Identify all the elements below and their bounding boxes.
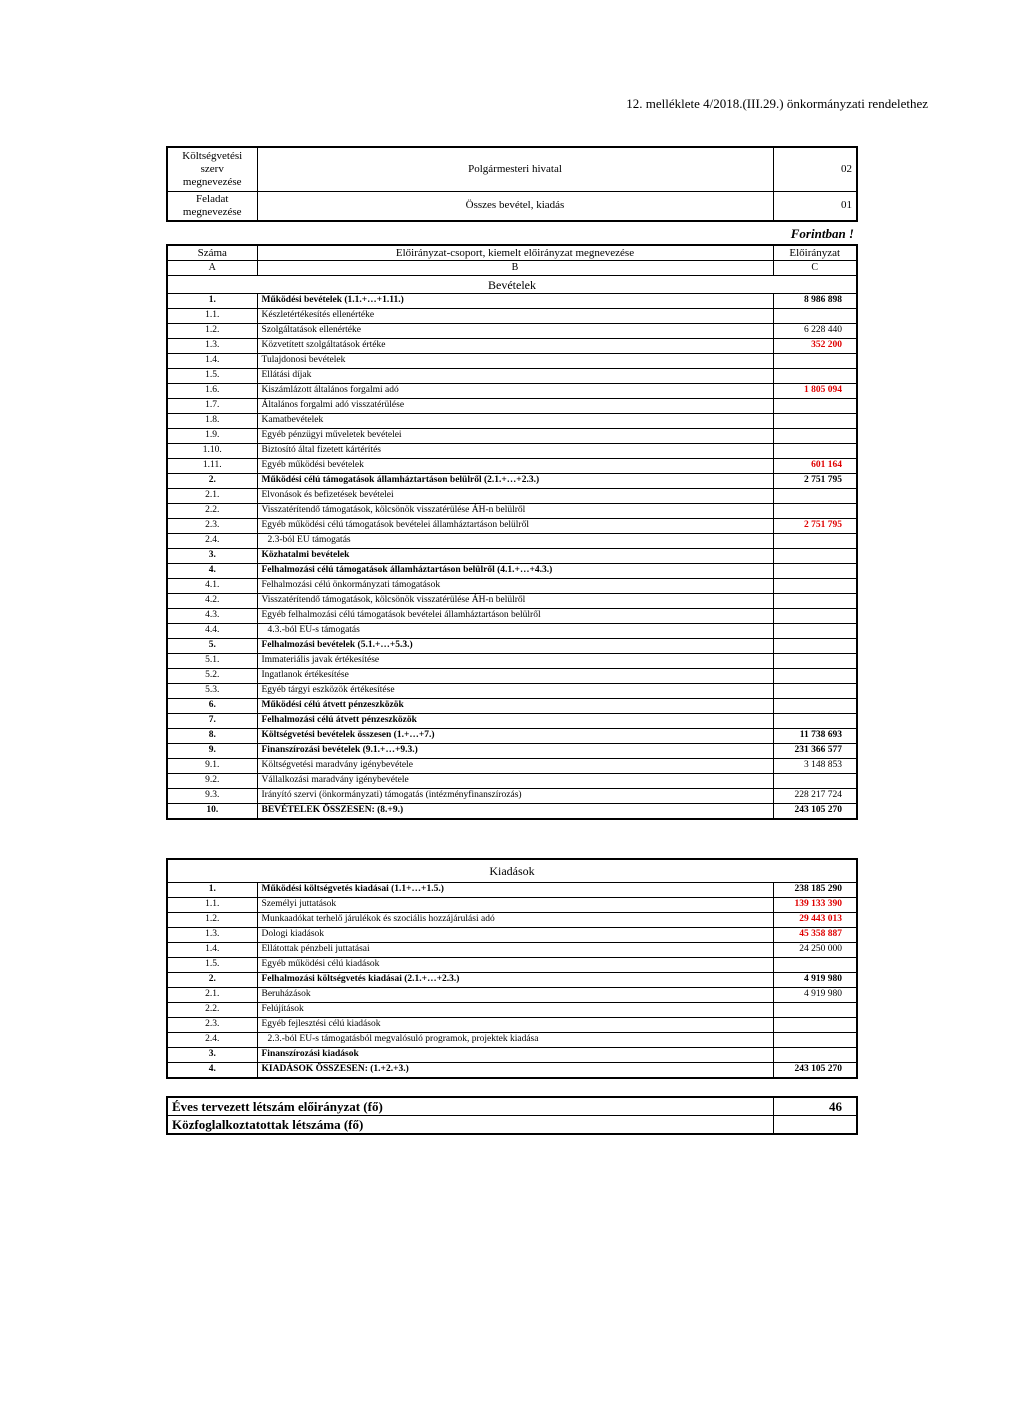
row-label: Ellátottak pénzbeli juttatásai — [257, 943, 773, 958]
row-label: Készletértékesítés ellenértéke — [257, 309, 773, 324]
row-value — [773, 1003, 857, 1018]
income-row — [167, 774, 857, 789]
row-label: Általános forgalmi adó visszatérülése — [257, 399, 773, 414]
row-value — [773, 444, 857, 459]
income-row — [167, 489, 857, 504]
row-value — [773, 549, 857, 564]
row-value — [773, 609, 857, 624]
row-number: 5.1. — [167, 654, 257, 669]
row-label: Működési költségvetés kiadásai (1.1+…+1.5.) — [257, 883, 773, 898]
row-number: 4. — [167, 564, 257, 579]
expense-row — [167, 913, 857, 928]
row-value — [773, 654, 857, 669]
expense-row — [167, 883, 857, 898]
row-label: Ellátási díjak — [257, 369, 773, 384]
row-number: 1. — [167, 294, 257, 309]
row-label: Visszatérítendő támogatások, kölcsönök visszatérülése ÁH-n belülről — [257, 594, 773, 609]
income-row — [167, 294, 857, 309]
row-label: Biztosító által fizetett kártérítés — [257, 444, 773, 459]
income-row — [167, 414, 857, 429]
row-number: 2.4. — [167, 1033, 257, 1048]
row-number: 2. — [167, 474, 257, 489]
row-value — [773, 624, 857, 639]
row-number: 3. — [167, 549, 257, 564]
row-label: Működési bevételek (1.1.+…+1.11.) — [257, 294, 773, 309]
income-row — [167, 534, 857, 549]
planned-staff-value: 46 — [773, 1097, 857, 1116]
row-value — [773, 594, 857, 609]
public-work-label: Közfoglalkoztatottak létszáma (fő) — [167, 1116, 773, 1135]
task-label: Feladat megnevezése — [167, 191, 257, 221]
income-row — [167, 339, 857, 354]
income-row — [167, 549, 857, 564]
row-label: Irányító szervi (önkormányzati) támogatás (intézményfinanszírozás) — [257, 789, 773, 804]
row-label: Egyéb tárgyi eszközök értékesítése — [257, 684, 773, 699]
row-value: 4 919 980 — [773, 973, 857, 988]
row-number: 1.3. — [167, 339, 257, 354]
row-label: 4.3.-ból EU-s támogatás — [257, 624, 773, 639]
total-label: KIADÁSOK ÖSSZESEN: (1.+2.+3.) — [257, 1063, 773, 1079]
row-value: 352 200 — [773, 339, 857, 354]
row-label: Egyéb működési célú kiadások — [257, 958, 773, 973]
row-number: 1. — [167, 883, 257, 898]
row-label: Felhalmozási bevételek (5.1.+…+5.3.) — [257, 639, 773, 654]
income-row — [167, 624, 857, 639]
row-number: 1.9. — [167, 429, 257, 444]
expense-row — [167, 988, 857, 1003]
header-table — [166, 146, 858, 222]
row-number: 2.1. — [167, 489, 257, 504]
income-row — [167, 564, 857, 579]
expense-total-row — [167, 1063, 857, 1079]
row-value — [773, 774, 857, 789]
page-header: 12. melléklete 4/2018.(III.29.) önkormányzati rendelethez — [626, 96, 928, 111]
row-number: 1.2. — [167, 913, 257, 928]
row-value: 601 164 — [773, 459, 857, 474]
row-label: Működési célú támogatások államháztartáson belülről (2.1.+…+2.3.) — [257, 474, 773, 489]
income-row — [167, 699, 857, 714]
expense-row — [167, 1003, 857, 1018]
row-value — [773, 489, 857, 504]
row-value — [773, 309, 857, 324]
row-label: Költségvetési maradvány igénybevétele — [257, 759, 773, 774]
income-row — [167, 744, 857, 759]
row-number: 4.3. — [167, 609, 257, 624]
row-number: 2.2. — [167, 1003, 257, 1018]
row-value — [773, 504, 857, 519]
row-value — [773, 354, 857, 369]
row-value — [773, 958, 857, 973]
row-number: 1.3. — [167, 928, 257, 943]
public-work-value — [773, 1116, 857, 1135]
income-row — [167, 369, 857, 384]
income-row — [167, 789, 857, 804]
row-value — [773, 1048, 857, 1063]
row-number: 2.2. — [167, 504, 257, 519]
income-row — [167, 579, 857, 594]
row-value: 1 805 094 — [773, 384, 857, 399]
income-title: Bevételek — [167, 276, 857, 294]
income-row — [167, 399, 857, 414]
income-row — [167, 759, 857, 774]
row-label: Kiszámlázott általános forgalmi adó — [257, 384, 773, 399]
row-number: 5.3. — [167, 684, 257, 699]
expense-table — [166, 858, 858, 1079]
row-number: 6. — [167, 699, 257, 714]
row-value — [773, 1018, 857, 1033]
row-value — [773, 1033, 857, 1048]
row-number: 4.2. — [167, 594, 257, 609]
row-value — [773, 429, 857, 444]
row-value: 139 133 390 — [773, 898, 857, 913]
total-number: 10. — [167, 804, 257, 820]
row-value — [773, 564, 857, 579]
col-name-header: Előirányzat-csoport, kiemelt előirányzat megnevezése — [257, 245, 773, 261]
income-row — [167, 504, 857, 519]
row-label: Felhalmozási célú önkormányzati támogatások — [257, 579, 773, 594]
expense-row — [167, 1048, 857, 1063]
row-label: Visszatérítendő támogatások, kölcsönök visszatérülése ÁH-n belülről — [257, 504, 773, 519]
expense-row — [167, 928, 857, 943]
row-number: 1.2. — [167, 324, 257, 339]
row-label: 2.3-ból EU támogatás — [257, 534, 773, 549]
total-label: BEVÉTELEK ÖSSZESEN: (8.+9.) — [257, 804, 773, 820]
row-number: 1.10. — [167, 444, 257, 459]
row-label: Finanszírozási bevételek (9.1.+…+9.3.) — [257, 744, 773, 759]
row-label: Egyéb felhalmozási célú támogatások bevételei államháztartáson belülről — [257, 609, 773, 624]
row-label: Egyéb működési bevételek — [257, 459, 773, 474]
row-number: 9.2. — [167, 774, 257, 789]
col-c: C — [773, 261, 857, 276]
row-number: 5. — [167, 639, 257, 654]
income-row — [167, 459, 857, 474]
col-number-header: Száma — [167, 245, 257, 261]
expense-title: Kiadások — [167, 859, 857, 883]
income-row — [167, 729, 857, 744]
row-number: 1.1. — [167, 309, 257, 324]
staff-table — [166, 1096, 858, 1135]
row-label: Szolgáltatások ellenértéke — [257, 324, 773, 339]
row-label: Tulajdonosi bevételek — [257, 354, 773, 369]
expense-row — [167, 958, 857, 973]
row-number: 2.4. — [167, 534, 257, 549]
row-value: 231 366 577 — [773, 744, 857, 759]
income-row — [167, 324, 857, 339]
income-row — [167, 384, 857, 399]
row-label: Felhalmozási célú átvett pénzeszközök — [257, 714, 773, 729]
income-row — [167, 669, 857, 684]
row-value — [773, 699, 857, 714]
row-number: 5.2. — [167, 669, 257, 684]
row-value: 238 185 290 — [773, 883, 857, 898]
col-amount-header: Előirányzat — [773, 245, 857, 261]
planned-staff-label: Éves tervezett létszám előirányzat (fő) — [167, 1097, 773, 1116]
income-rows — [167, 294, 857, 820]
row-label: Felhalmozási célú támogatások államháztartáson belülről (4.1.+…+4.3.) — [257, 564, 773, 579]
row-value: 2 751 795 — [773, 519, 857, 534]
row-label: Költségvetési bevételek összesen (1.+…+7.) — [257, 729, 773, 744]
income-row — [167, 444, 857, 459]
row-label: Felhalmozási költségvetés kiadásai (2.1.+…+2.3.) — [257, 973, 773, 988]
income-row — [167, 519, 857, 534]
row-label: Finanszírozási kiadások — [257, 1048, 773, 1063]
row-value — [773, 534, 857, 549]
row-label: Működési célú átvett pénzeszközök — [257, 699, 773, 714]
income-row — [167, 609, 857, 624]
row-value — [773, 414, 857, 429]
row-value: 29 443 013 — [773, 913, 857, 928]
income-row — [167, 354, 857, 369]
task-code: 01 — [773, 191, 857, 221]
row-label: Beruházások — [257, 988, 773, 1003]
row-number: 1.5. — [167, 958, 257, 973]
row-value: 8 986 898 — [773, 294, 857, 309]
expense-row — [167, 1033, 857, 1048]
row-number: 3. — [167, 1048, 257, 1063]
row-value: 24 250 000 — [773, 943, 857, 958]
row-number: 1.7. — [167, 399, 257, 414]
income-total-row — [167, 804, 857, 820]
row-value: 6 228 440 — [773, 324, 857, 339]
total-value: 243 105 270 — [773, 1063, 857, 1079]
row-value — [773, 684, 857, 699]
row-number: 1.4. — [167, 943, 257, 958]
row-number: 7. — [167, 714, 257, 729]
col-b: B — [257, 261, 773, 276]
row-number: 1.11. — [167, 459, 257, 474]
row-number: 1.1. — [167, 898, 257, 913]
row-number: 8. — [167, 729, 257, 744]
task-name: Összes bevétel, kiadás — [257, 191, 773, 221]
row-number: 2. — [167, 973, 257, 988]
currency-note: Forintban ! — [790, 226, 854, 241]
income-row — [167, 594, 857, 609]
row-label: Egyéb pénzügyi műveletek bevételei — [257, 429, 773, 444]
row-label: Egyéb fejlesztési célú kiadások — [257, 1018, 773, 1033]
row-value — [773, 639, 857, 654]
row-label: Személyi juttatások — [257, 898, 773, 913]
row-number: 1.8. — [167, 414, 257, 429]
income-row — [167, 684, 857, 699]
expense-row — [167, 943, 857, 958]
expense-row — [167, 898, 857, 913]
income-row — [167, 474, 857, 489]
row-label: 2.3.-ból EU-s támogatásból megvalósuló programok, projektek kiadása — [257, 1033, 773, 1048]
row-value — [773, 669, 857, 684]
income-row — [167, 714, 857, 729]
row-label: Közvetített szolgáltatások értéke — [257, 339, 773, 354]
row-number: 2.1. — [167, 988, 257, 1003]
income-row — [167, 429, 857, 444]
org-name: Polgármesteri hivatal — [257, 147, 773, 191]
row-number: 1.4. — [167, 354, 257, 369]
row-value: 4 919 980 — [773, 988, 857, 1003]
row-value: 11 738 693 — [773, 729, 857, 744]
row-number: 9.3. — [167, 789, 257, 804]
row-label: Elvonások és befizetések bevételei — [257, 489, 773, 504]
row-label: Immateriális javak értékesítése — [257, 654, 773, 669]
income-row — [167, 309, 857, 324]
row-value — [773, 714, 857, 729]
row-label: Közhatalmi bevételek — [257, 549, 773, 564]
row-label: Felújítások — [257, 1003, 773, 1018]
row-value — [773, 369, 857, 384]
total-value: 243 105 270 — [773, 804, 857, 820]
expense-row — [167, 1018, 857, 1033]
row-number: 4.1. — [167, 579, 257, 594]
expense-row — [167, 973, 857, 988]
row-label: Ingatlanok értékesítése — [257, 669, 773, 684]
org-label: Költségvetési szerv megnevezése — [167, 147, 257, 191]
row-number: 2.3. — [167, 519, 257, 534]
row-value: 2 751 795 — [773, 474, 857, 489]
row-label: Kamatbevételek — [257, 414, 773, 429]
row-label: Egyéb működési célú támogatások bevételei államháztartáson belülről — [257, 519, 773, 534]
row-number: 2.3. — [167, 1018, 257, 1033]
row-value — [773, 399, 857, 414]
row-value: 3 148 853 — [773, 759, 857, 774]
row-label: Vállalkozási maradvány igénybevétele — [257, 774, 773, 789]
expense-rows — [167, 883, 857, 1079]
row-value: 228 217 724 — [773, 789, 857, 804]
col-a: A — [167, 261, 257, 276]
income-table — [166, 244, 858, 820]
income-row — [167, 639, 857, 654]
row-number: 9.1. — [167, 759, 257, 774]
income-row — [167, 654, 857, 669]
row-number: 4.4. — [167, 624, 257, 639]
row-label: Munkaadókat terhelő járulékok és szociális hozzájárulási adó — [257, 913, 773, 928]
row-value: 45 358 887 — [773, 928, 857, 943]
row-label: Dologi kiadások — [257, 928, 773, 943]
row-number: 9. — [167, 744, 257, 759]
row-number: 1.5. — [167, 369, 257, 384]
total-number: 4. — [167, 1063, 257, 1079]
row-number: 1.6. — [167, 384, 257, 399]
row-value — [773, 579, 857, 594]
org-code: 02 — [773, 147, 857, 191]
